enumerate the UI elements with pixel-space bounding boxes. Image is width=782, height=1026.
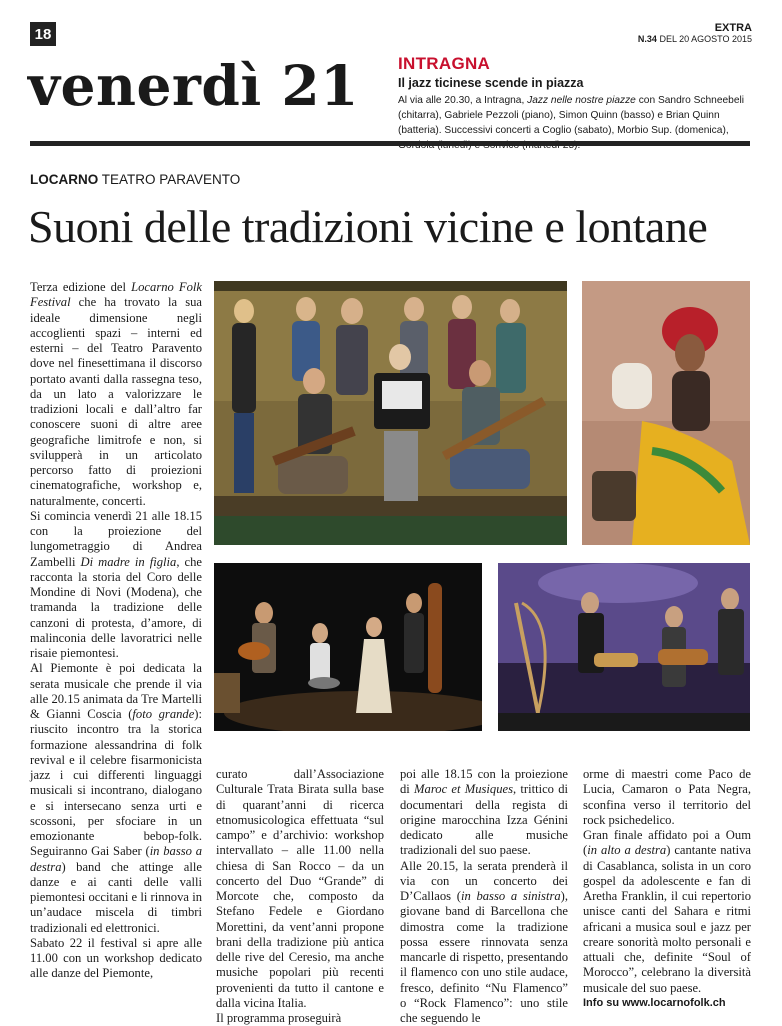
text-run: che ha trovato la sua ideale dimensione negli accoglienti spazi – interni ed esterni – del Teatro Paravento dove nel finesettimana il discorso portato avanti dalla rassegna teso, da un lato a valorizzare le tradizioni locali e dall’altro far conoscere suoni di altre aree geografiche limitrofe e non, si svilupperà in un articolato percorso fatto di proiezioni cinematografiche, workshop e, naturalmente, concerti. [30, 295, 202, 508]
article-text [30, 280, 202, 982]
header-rule [30, 141, 750, 146]
issue-date: DEL 20 AGOSTO 2015 [656, 34, 752, 44]
article-column-4 [583, 767, 751, 1011]
italic-title: foto grande [132, 707, 195, 721]
italic-title: in basso a sinistra [460, 889, 561, 903]
text-run: Gran finale affidato poi a Oum ( [583, 828, 751, 858]
photo-oum [582, 281, 750, 545]
photo-gai-saber [498, 563, 750, 731]
text-run: curato dall’Associazione Culturale Trata Birata sulla base di quarant’anni di ricerca etnomusicologica effettuata “sul campo” e d’archivio: workshop intervallato – alle 11.00 nella chiesa di San Rocco – da un concerto del Duo “Grande” di Morcote che, composto da Stefano Fedele e Giordano Morettini, da vent’anni propone brani della tradizione più antica delle rive del Ceresio, ma anche musiche popolari più recenti provenienti da tutto il cantone e dalla vicina Italia. [216, 767, 384, 1010]
brief-subtitle: Il jazz ticinese scende in piazza [398, 76, 584, 90]
text-run: ) cantante nativa di Casablanca, solista in un coro gospel da adolescente e fan di Aretha Franklin, il cui repertorio unisce canti del Sahara e ritmi africani a musica soul e jazz per creare sonorità molto personali e attuali che, definite “Soul of Morocco”, celebrano la diversità musicale del suo paese. [583, 843, 751, 995]
article-column-3 [400, 767, 568, 1026]
text-run: ): riuscito incontro tra la storica formazione alessandrina di folk revival e il celebre fisarmonicista jazz i cui differenti linguaggi musicali si incontrano, dialogano e si intersecano senza urti e scossoni, per sfociare in un emozionante bebop-folk. Seguiranno Gai Saber ( [30, 707, 202, 859]
text-run: Il programma proseguirà [216, 1011, 342, 1025]
italic-title: in basso a destra [30, 844, 202, 874]
text-run: Al Piemonte è poi dedicata la serata musicale che prende il via alle 20.15 animata da Tre Martelli & Gianni Coscia ( [30, 661, 202, 721]
kicker-city: LOCARNO [30, 172, 99, 187]
italic-title: Maroc et Musiques [414, 782, 513, 797]
brief-text-italic: Jazz nelle nostre piazze [527, 95, 636, 106]
text-run: Alle 20.15, la serata prenderà il via con un concerto dei D’Callaos ( [400, 858, 568, 903]
page-number: 18 [30, 22, 56, 46]
day-heading: venerdì 21 [28, 53, 359, 118]
text-run: , che racconta la storia del Coro delle Mondine di Novi (Modena), che tramanda la tradizione delle canzoni di protesta, d’amore, di malinconia delle lavoratrici nelle risaie piemontesi. [30, 554, 202, 660]
article-text [400, 767, 568, 1026]
article-text [216, 767, 384, 1026]
brief-text: con Sandro Schneebeli (chitarra), Gabriele Pezzoli (piano), Simon Quinn (basso) e Brian Quinn (batteria). Successivi concerti a Coglio (sabato), Morbio Sup. (domenica), [398, 95, 745, 136]
photo-dcallaos [214, 563, 482, 731]
text-run: poi alle 18.15 con la proiezione di [400, 767, 568, 797]
italic-title: Di madre in figlia [80, 554, 177, 569]
text-run: Si comincia venerdì 21 alle 18.15 con la proiezione del lungometraggio di Andrea Zambelli [30, 508, 202, 569]
article-column-1 [30, 280, 202, 982]
kicker-venue: TEATRO PARAVENTO [98, 172, 241, 187]
text-run: orme di maestri come Paco de Lucia, Camaron o Pata Negra, sconfina verso il territorio del rock psichedelico. [583, 767, 751, 827]
text-run: ), giovane band di Barcellona che dimostra come la tradizione possa essere rinnovata senza mancarle di rispetto, presentando il flamenco con uno stile audace, fresco, definito “Nu Flamenco” o “Rock Flamenco”: uno stile che seguendo le [400, 889, 569, 1025]
article-column-2 [216, 767, 384, 1026]
article-text [583, 767, 751, 996]
article-headline: Suoni delle tradizioni vicine e lontane [28, 201, 708, 252]
italic-title: in alto a destra [587, 843, 667, 858]
issue-line [638, 34, 752, 44]
issue-number: N.34 [637, 34, 657, 44]
photo-tre-martelli-gianni-coscia [214, 281, 567, 545]
italic-title: Locarno Folk Festival [30, 280, 202, 310]
text-run: Terza edizione del [30, 280, 132, 294]
text-run: , trittico di documentari della regista di origine marocchina Izza Génini dedicato alle musiche tradizionali del suo paese. [400, 782, 568, 858]
brief-title: INTRAGNA [398, 54, 491, 73]
article-kicker [30, 172, 240, 187]
text-run: Sabato 22 il festival si apre alle 11.00 con un workshop dedicato alle danze del Piemonte, [30, 935, 202, 981]
section-label: EXTRA [714, 22, 752, 34]
info-link[interactable]: Info su www.locarnofolk.ch [583, 996, 726, 1009]
brief-text: Al via alle 20.30, a Intragna, [398, 95, 528, 106]
text-run: ) band che attinge alle danze e ai canti delle valli piemontesi occitani e li rinnova in un’audace miscela di timbri tradizionali ed elettronici. [30, 859, 202, 935]
